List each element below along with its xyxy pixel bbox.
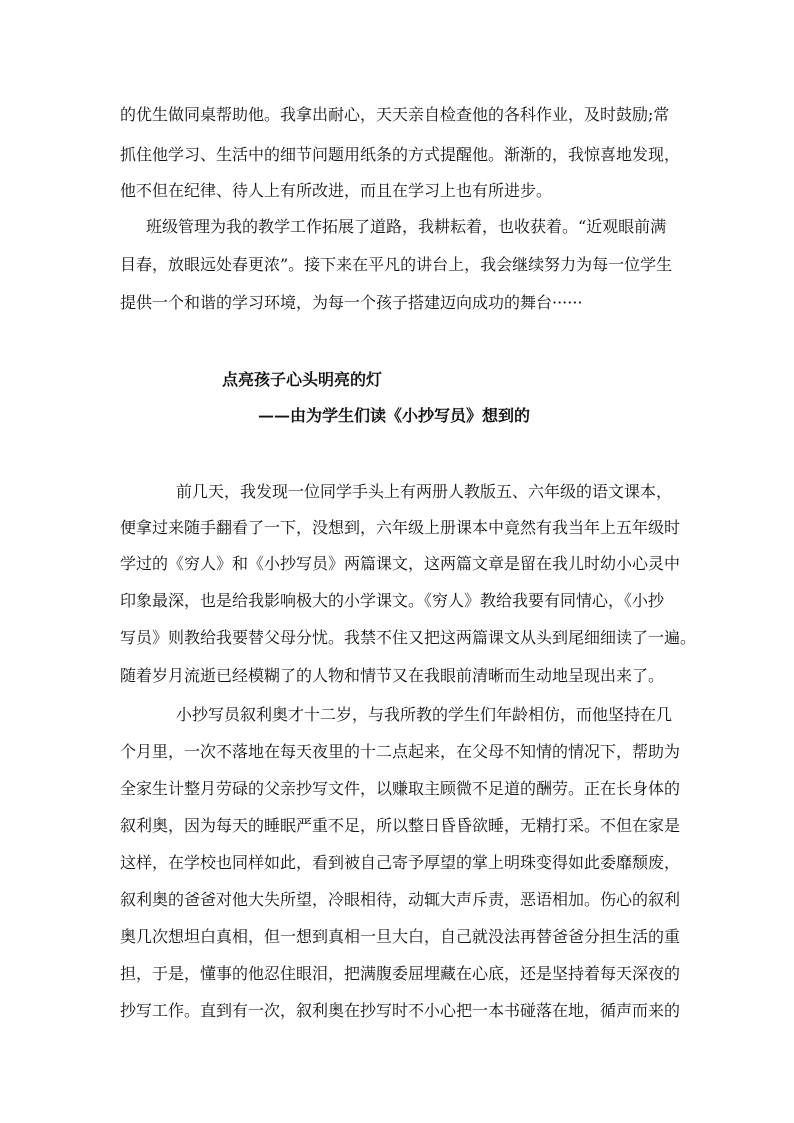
paragraph-line: 小抄写员叙利奥才十二岁，与我所教的学生们年龄相仿，而他坚持在几 (176, 705, 673, 724)
paragraph-line: 提供一个和谐的学习环境，为每一个孩子搭建迈向成功的舞台······ (120, 293, 583, 312)
paragraph-line: 个月里，一次不落地在每天夜里的十二点起来，在父母不知情的情况下，帮助为 (120, 742, 681, 761)
paragraph-line: 抄写工作。直到有一次，叙利奥在抄写时不小心把一本书碰落在地，循声而来的 (120, 1001, 681, 1020)
paragraph-line: 全家生计整月劳碌的父亲抄写文件，以赚取主顾微不足道的酬劳。正在长身体的 (120, 779, 681, 798)
paragraph-line: 前几天，我发现一位同学手头上有两册人教版五、六年级的语文课本， (176, 482, 673, 501)
article-subtitle: ——由为学生们读《小抄写员》想到的 (258, 406, 531, 425)
paragraph-line: 班级管理为我的教学工作拓展了道路，我耕耘着，也收获着。“近观眼前满 (146, 217, 667, 236)
paragraph-line: 写员》则教给我要替父母分忧。我禁不住又把这两篇课文从头到尾细细读了一遍。 (120, 628, 697, 647)
paragraph-line: 叙利奥的爸爸对他大失所望，冷眼相待，动辄大声斥责，恶语相加。伤心的叙利 (120, 890, 681, 909)
paragraph-line: 抓住他学习、生活中的细节问题用纸条的方式提醒他。渐渐的，我惊喜地发现， (120, 145, 681, 164)
paragraph-line: 担，于是，懂事的他忍住眼泪，把满腹委屈埋藏在心底，还是坚持着每天深夜的 (120, 964, 681, 983)
paragraph-line: 这样，在学校也同样如此，看到被自己寄予厚望的掌上明珠变得如此委靡颓废， (120, 853, 681, 872)
paragraph-line: 印象最深，也是给我影响极大的小学课文。《穷人》教给我要有同情心，《小抄 (120, 591, 665, 610)
article-title: 点亮孩子心头明亮的灯 (222, 370, 383, 389)
paragraph-line: 的优生做同桌帮助他。我拿出耐心，天天亲自检查他的各科作业，及时鼓励;常 (120, 105, 670, 124)
paragraph-line: 他不但在纪律、待人上有所改进，而且在学习上也有所进步。 (120, 181, 553, 200)
paragraph-line: 目春，放眼远处春更浓”。接下来在平凡的讲台上，我会继续努力为每一位学生 (120, 255, 673, 274)
paragraph-line: 随着岁月流逝已经模糊了的人物和情节又在我眼前清晰而生动地呈现出来了。 (120, 666, 665, 685)
paragraph-line: 奥几次想坦白真相，但一想到真相一旦大白，自己就没法再替爸爸分担生活的重 (120, 927, 681, 946)
paragraph-line: 学过的《穷人》和《小抄写员》两篇课文，这两篇文章是留在我儿时幼小心灵中 (120, 554, 681, 573)
paragraph-line: 便拿过来随手翻看了一下，没想到，六年级上册课本中竟然有我当年上五年级时 (120, 518, 681, 537)
paragraph-line: 叙利奥，因为每天的睡眠严重不足，所以整日昏昏欲睡，无精打采。不但在家是 (120, 816, 681, 835)
